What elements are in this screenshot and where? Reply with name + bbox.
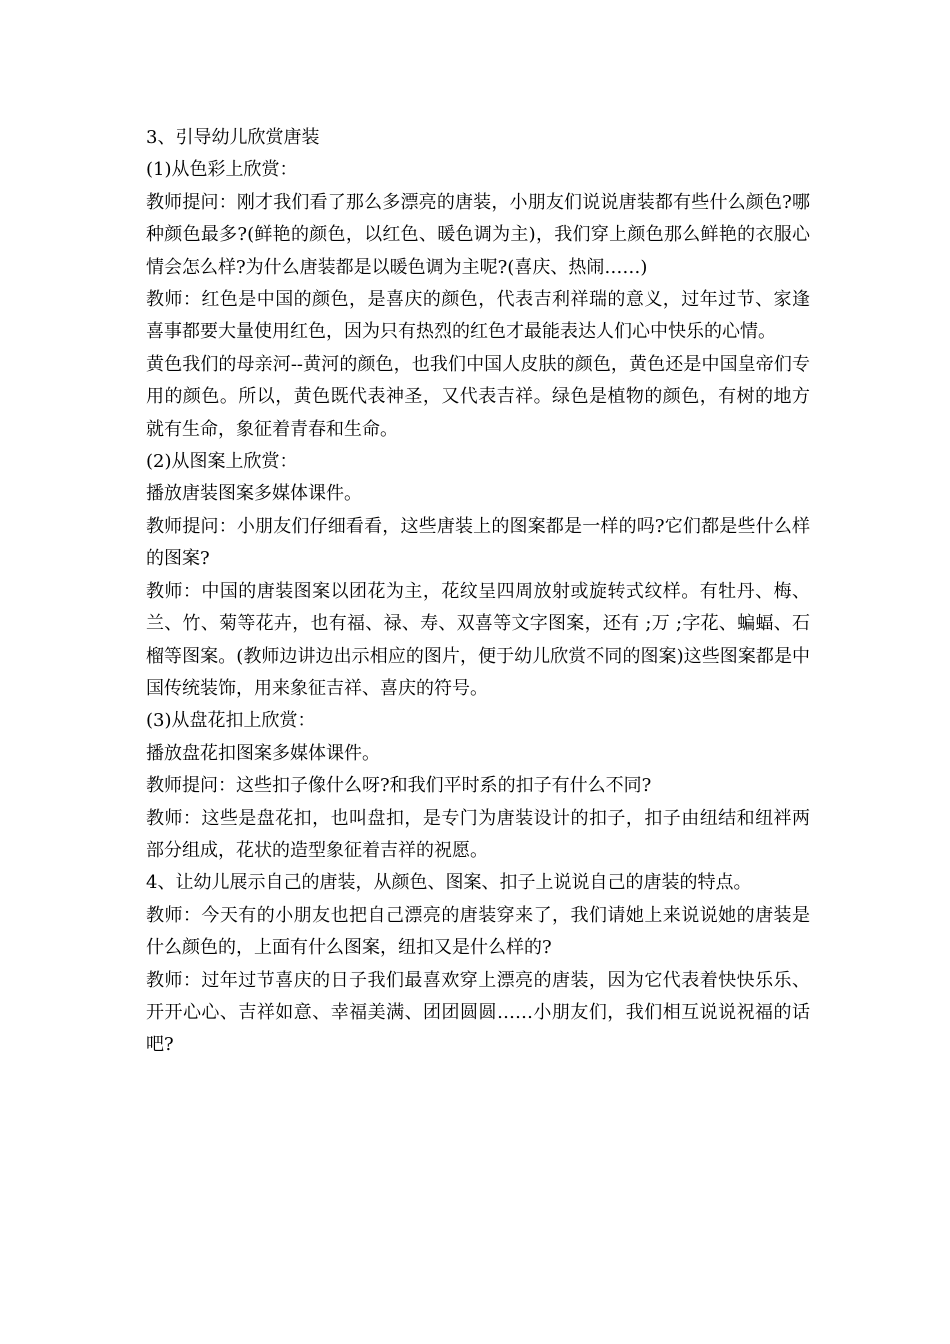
subsection-heading-pattern: (2)从图案上欣赏： xyxy=(146,451,298,473)
paragraph-teacher-pattern: 教师：中国的唐装图案以团花为主，花纹呈四周放射或旋转式纹样。有牡丹、梅、兰、竹、菊等花卉，也有福、禄、寿、双喜等文字图案，还有 ;万 ;字花、蝙蝠、石榴等图案。(教师边讲边出示相应的图片，便于幼儿欣赏不同的图案)这些图案都是中国传统装饰，用来象征吉祥、喜庆的符号。 xyxy=(146,580,810,699)
section-heading-4: 4、让幼儿展示自己的唐装，从颜色、图案、扣子上说说自己的唐装的特点。 xyxy=(146,872,752,894)
paragraph-teacher-question-pattern: 教师提问：小朋友们仔细看看，这些唐装上的图案都是一样的吗?它们都是些什么样的图案? xyxy=(146,515,810,570)
subsection-heading-color: (1)从色彩上欣赏： xyxy=(146,159,298,181)
paragraph-yellow-green: 黄色我们的母亲河--黄河的颜色，也我们中国人皮肤的颜色，黄色还是中国皇帝们专用的颜色。所以，黄色既代表神圣，又代表吉祥。绿色是植物的颜色，有树的地方就有生命，象征着青春和生命。 xyxy=(146,353,810,440)
paragraph-teacher-button: 教师：这些是盘花扣，也叫盘扣，是专门为唐装设计的扣子，扣子由纽结和纽袢两部分组成，花状的造型象征着吉祥的祝愿。 xyxy=(146,807,810,861)
paragraph-play-pattern-courseware: 播放唐装图案多媒体课件。 xyxy=(146,483,362,505)
paragraph-teacher-question-button: 教师提问：这些扣子像什么呀?和我们平时系的扣子有什么不同? xyxy=(146,775,652,797)
paragraph-teacher-show: 教师：今天有的小朋友也把自己漂亮的唐装穿来了，我们请她上来说说她的唐装是什么颜色的，上面有什么图案，纽扣又是什么样的? xyxy=(146,904,810,959)
paragraph-teacher-blessing: 教师：过年过节喜庆的日子我们最喜欢穿上漂亮的唐装，因为它代表着快快乐乐、开开心心、吉祥如意、幸福美满、团团圆圆……小朋友们，我们相互说说祝福的话吧? xyxy=(146,969,810,1056)
document-body xyxy=(146,122,810,1062)
paragraph-teacher-question-color: 教师提问：刚才我们看了那么多漂亮的唐装，小朋友们说说唐装都有些什么颜色?哪种颜色最多?(鲜艳的颜色，以红色、暖色调为主)，我们穿上颜色那么鲜艳的衣服心情会怎么样?为什么唐装都是以暖色调为主呢?(喜庆、热闹……) xyxy=(146,191,810,278)
paragraph-play-button-courseware: 播放盘花扣图案多媒体课件。 xyxy=(146,742,380,764)
subsection-heading-button: (3)从盘花扣上欣赏： xyxy=(146,710,316,732)
section-heading-3: 3、引导幼儿欣赏唐装 xyxy=(146,127,320,148)
paragraph-teacher-red: 教师：红色是中国的颜色，是喜庆的颜色，代表吉利祥瑞的意义，过年过节、家逢喜事都要大量使用红色，因为只有热烈的红色才最能表达人们心中快乐的心情。 xyxy=(146,289,810,343)
